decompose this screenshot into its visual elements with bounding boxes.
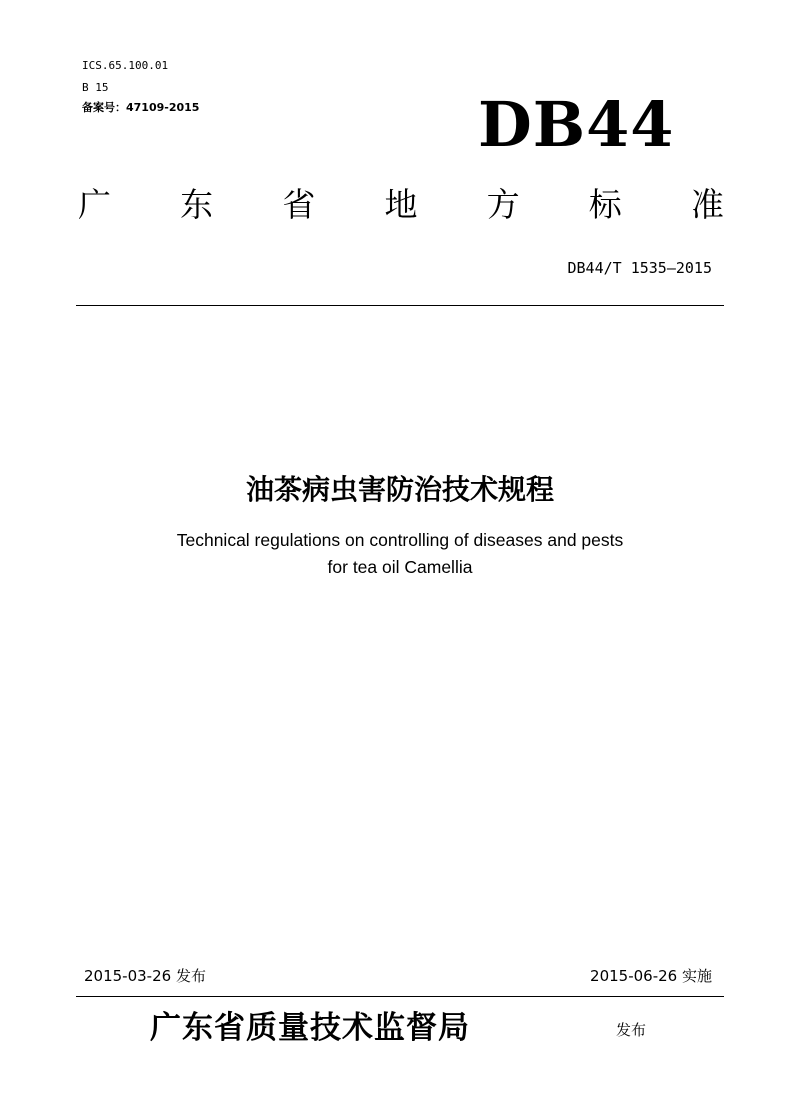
- record-number: 备案号：47109-2015: [82, 101, 200, 114]
- title-chinese: 油茶病虫害防治技术规程: [245, 473, 554, 506]
- standard-type-char: 地: [384, 185, 418, 224]
- standard-type-heading: [78, 180, 724, 230]
- publisher-name: 广东省质量技术监督局: [150, 1010, 470, 1046]
- implement-date: 2015-06-26 实施: [590, 967, 712, 985]
- issue-date: 2015-03-26 发布: [84, 967, 206, 985]
- title-english-line1: Technical regulations on controlling of diseases and pests: [176, 530, 624, 550]
- standard-type-char: 东: [180, 185, 214, 224]
- header-divider: [76, 305, 724, 306]
- standard-type-char: 方: [486, 185, 520, 224]
- standard-number: DB44/T 1535—2015: [567, 259, 712, 277]
- standard-type-char: 省: [282, 185, 316, 224]
- standard-type-char: 广: [78, 185, 111, 224]
- standard-type-char: 准: [690, 185, 724, 224]
- footer-divider: [76, 996, 724, 997]
- standard-type-char: 标: [588, 185, 622, 224]
- standard-code-logo: DB44: [478, 88, 675, 161]
- ccs-code: B 15: [82, 81, 109, 94]
- ics-code: ICS.65.100.01: [82, 59, 169, 72]
- title-english-line2: for tea oil Camellia: [327, 557, 473, 577]
- publish-label: 发布: [616, 1021, 647, 1039]
